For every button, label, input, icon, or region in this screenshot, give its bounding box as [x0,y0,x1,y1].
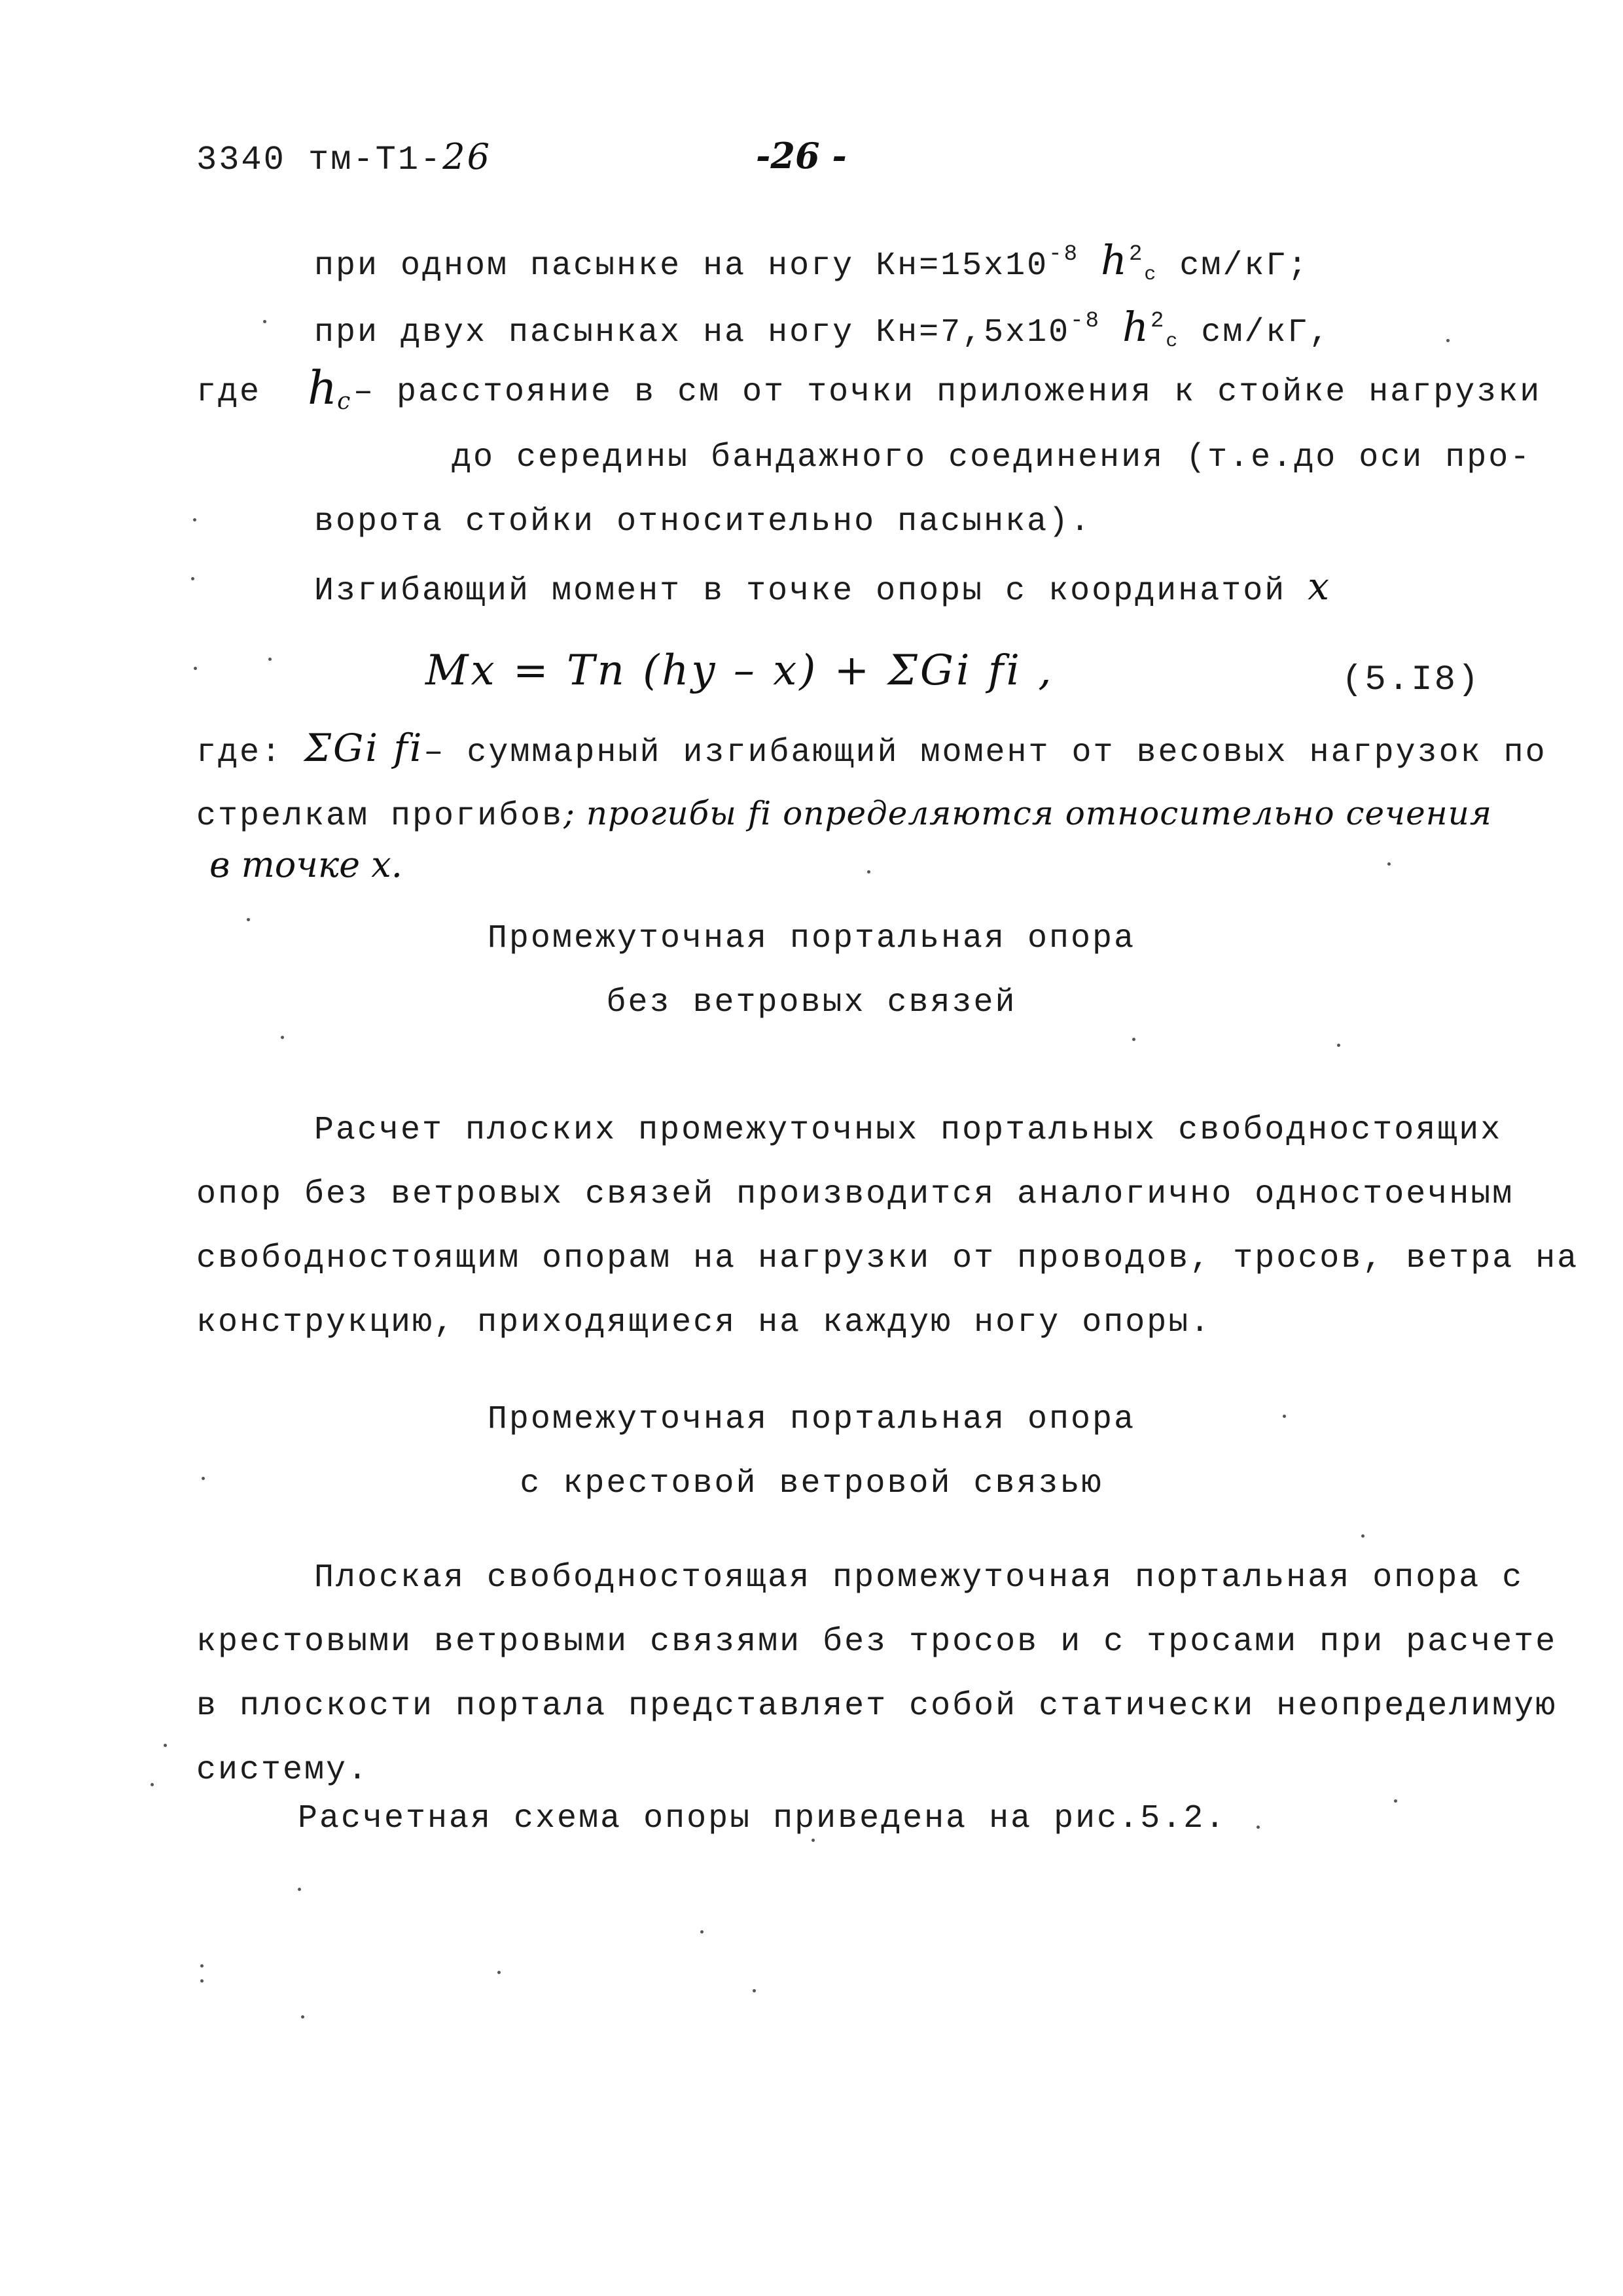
scan-speck [1361,1534,1364,1538]
scan-speck [753,1989,756,1992]
coefficient-line-1-text: при одном пасынке на ногу Кн=15х10 [314,247,1049,285]
coefficient-line-1-h-sub: c [1144,264,1158,286]
scan-speck [700,1930,704,1934]
scan-speck [191,577,194,580]
doc-code-handwritten: 26 [442,136,491,177]
scan-speck [202,1477,205,1480]
section-1-para-line-1: Расчет плоских промежуточных портальных свободностоящих [314,1112,1503,1149]
scan-speck [301,2015,304,2019]
moment-intro-symbol: x [1308,564,1331,609]
scan-speck [1337,1044,1340,1047]
scan-speck [812,1839,815,1842]
scan-speck [1394,1799,1397,1803]
scan-speck [151,1783,154,1786]
scan-speck [200,1979,204,1983]
section-1-para-line-4: конструкцию, приходящиеся на каждую ногу опоры. [196,1304,1212,1341]
scan-speck [281,1036,284,1039]
section-2-title-line-2: с крестовой ветровой связью [520,1465,1103,1502]
section-1-para-line-2: опор без ветровых связей производится аналогично одностоечным [196,1176,1514,1213]
scan-speck [497,1971,501,1974]
section-2-para-line-2: крестовыми ветровыми связями без тросов и с тросами при расчете [196,1623,1558,1661]
section-2-title-line-1: Промежуточная портальная опора [487,1401,1136,1438]
scan-speck [200,1964,204,1968]
definition-symbol-h: h [308,361,338,415]
moment-where-line-1 [196,728,1547,773]
coefficient-line-2-h-sup: 2 [1150,309,1166,334]
handwritten-note-2: в точке x. [209,844,402,885]
scan-speck [1387,862,1391,866]
section-2-para-line-3: в плоскости портала представляет собой статически неопределимую [196,1687,1558,1725]
coefficient-line-1-exponent: -8 [1048,242,1079,267]
moment-where-symbol: ΣGi fi [304,726,424,770]
scan-speck [1257,1826,1260,1829]
coefficient-line-2-unit: см/кГ, [1201,314,1331,351]
doc-code-typed: 3340 тм-Т1- [196,141,443,179]
coefficient-line-2-exponent: -8 [1070,309,1101,334]
coefficient-line-1-h-sup: 2 [1128,242,1145,267]
scan-speck [164,1744,167,1747]
scan-speck [268,658,272,661]
scan-speck [298,1888,301,1891]
moment-where-label: где: [196,734,283,771]
scan-speck [1132,1038,1135,1041]
scan-speck [194,667,197,670]
page-number: -26 - [756,135,847,177]
coefficient-line-2-text: при двух пасынках на ногу Кн=7,5х10 [314,314,1071,351]
definition-symbol-sub: c [337,388,351,415]
coefficient-line-1-h: h [1101,236,1129,284]
scan-speck [1283,1415,1286,1418]
coefficient-line-1 [314,236,1310,286]
section-1-title-line-2: без ветровых связей [606,984,1017,1021]
definition-line-1: – расстояние в см от точки приложения к стойке нагрузки [353,374,1542,411]
section-2-para-line-4: систему. [196,1752,370,1789]
definition-symbol [308,361,350,415]
moment-where-text-2: стрелкам прогибов [196,798,564,835]
moment-intro-text: Изгибающий момент в точке опоры с координатой [314,573,1287,610]
section-2-para-line-1: Плоская свободностоящая промежуточная портальная опора с [314,1559,1524,1597]
coefficient-line-2-h-sub: c [1166,330,1180,353]
coefficient-line-2-h: h [1122,303,1150,351]
scan-speck [193,518,196,521]
definition-where-label: где [196,374,262,411]
formula-number: (5.I8) [1342,660,1481,700]
moment-intro [314,564,1331,611]
section-1-title-line-1: Промежуточная портальная опора [487,920,1136,957]
definition-line-3: ворота стойки относительно пасынка). [314,503,1092,540]
section-1-para-line-3: свободностоящим опорам на нагрузки от проводов, тросов, ветра на [196,1240,1579,1277]
section-2-para-line-5: Расчетная схема опоры приведена на рис.5.2. [298,1800,1227,1837]
coefficient-line-1-unit: см/кГ; [1179,247,1310,285]
scan-speck [247,918,250,921]
coefficient-line-2 [314,303,1331,353]
scan-speck [263,320,266,323]
definition-line-2: до середины бандажного соединения (т.е.до оси про- [452,439,1532,476]
doc-code [196,137,491,180]
moment-where-line-2 [196,794,1492,836]
scan-speck [1446,339,1450,342]
moment-formula: Mx = Tn (hy – x) + ΣGi fi , [425,646,1054,695]
scan-speck [867,870,870,874]
moment-where-text: – суммарный изгибающий момент от весовых нагрузок по [423,734,1547,771]
handwritten-note-1: ; прогибы fi определяются относительно сечения [563,794,1492,832]
